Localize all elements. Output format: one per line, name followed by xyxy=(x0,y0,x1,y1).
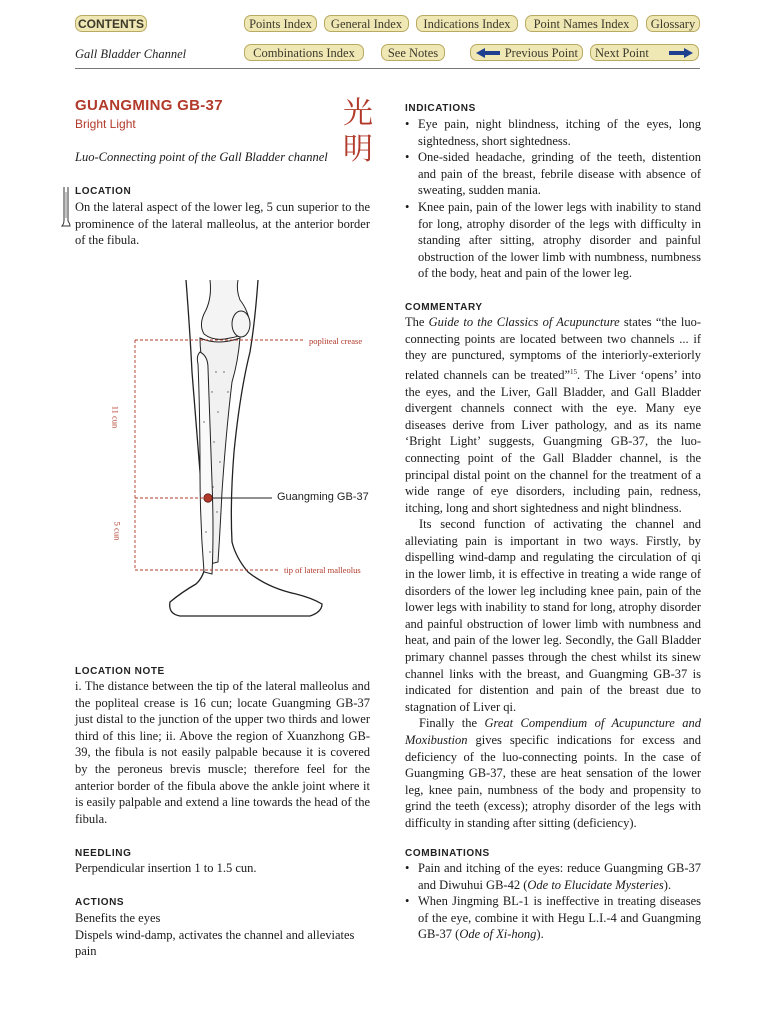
arrow-left-icon xyxy=(476,48,500,58)
indication-item: • One-sided headache, grinding of the teeth, distention and pain of the breast, febrile disease with absence of sweating, sudden mania. xyxy=(405,149,701,199)
glossary-button[interactable]: Glossary xyxy=(646,15,700,32)
points-index-button[interactable]: Points Index xyxy=(244,15,317,32)
general-index-button[interactable]: General Index xyxy=(324,15,409,32)
point-names-index-button[interactable]: Point Names Index xyxy=(525,15,638,32)
next-point-label: Next Point xyxy=(595,46,649,60)
indication-item: • Eye pain, night blindness, itching of the eyes, long sightedness, short sightedness. xyxy=(405,116,701,149)
commentary-heading: COMMENTARY xyxy=(405,302,483,313)
cun-5-label: 5 cun xyxy=(112,521,123,541)
action-item: Dispels wind-damp, activates the channel and alleviates pain xyxy=(75,927,355,959)
indications-index-button[interactable]: Indications Index xyxy=(416,15,518,32)
needling-text: Perpendicular insertion 1 to 1.5 cun. xyxy=(75,861,257,875)
leg-location-icon xyxy=(60,186,72,228)
action-item: Benefits the eyes xyxy=(75,911,161,925)
point-title: GUANGMING GB-37 xyxy=(75,97,223,114)
chinese-char-1: 光 xyxy=(343,96,373,131)
popliteal-crease-label: popliteal crease xyxy=(309,336,363,346)
location-note-heading: LOCATION NOTE xyxy=(75,666,165,677)
combinations-heading: COMBINATIONS xyxy=(405,848,490,859)
malleolus-label: tip of lateral malleolus xyxy=(284,565,361,575)
contents-button[interactable]: CONTENTS xyxy=(75,15,147,32)
arrow-right-icon xyxy=(669,48,693,58)
point-subtitle: Bright Light xyxy=(75,117,136,131)
see-notes-button[interactable]: See Notes xyxy=(381,44,445,61)
previous-point-label: Previous Point xyxy=(504,46,578,60)
indications-heading: INDICATIONS xyxy=(405,103,476,114)
indications-list xyxy=(405,116,701,282)
header-divider xyxy=(75,68,700,69)
combinations-list xyxy=(405,860,701,943)
combination-item: • Pain and itching of the eyes: reduce Guangming GB-37 and Diwuhui GB-42 (Ode to Elucidate Mysteries). xyxy=(405,860,701,893)
combination-item: • When Jingming BL-1 is ineffective in treating diseases of the eye, combine it with Hegu L.I.-4 and Guangming GB-37 (Ode of Xi-hong). xyxy=(405,893,701,943)
cun-11-label: 11 cun xyxy=(110,405,121,429)
commentary-paragraph: The Guide to the Classics of Acupuncture states “the luo-connecting points are located between two channels ... if they are punctured, symptoms of the interiorly-exteriorly related channels can be treated”$^{15}$. The Liver ‘opens’ into the eyes, and the Liver, Gall Bladder, and Gall Bladder divergent channels connect with the eye. Many eye diseases derive from Liver pathology, and as its name ‘Bright Light’ suggests, Guangming GB-37, the luo-connecting point of the Gall Bladder channel, is the principal distal point on the channel for the treatment of a wide range of eye disorders, including pain, redness, itching, long and short sightedness and night blindness. xyxy=(405,315,701,515)
actions-text xyxy=(75,910,370,960)
location-heading: LOCATION xyxy=(75,186,132,197)
point-category: Luo-Connecting point of the Gall Bladder channel xyxy=(75,150,328,164)
indication-item: • Knee pain, pain of the lower legs with inability to stand for long, atrophy disorder of the legs with difficulty in standing after sitting, atrophy disorder and painful obstruction of the lower limb with numbness, numbness of the body, heat and pain of the lower leg. xyxy=(405,199,701,282)
needling-heading: NEEDLING xyxy=(75,848,132,859)
next-point-button[interactable] xyxy=(590,44,699,61)
commentary-text xyxy=(405,314,701,832)
location-note-text: i. The distance between the tip of the lateral malleolus and the popliteal crease is 16 cun; locate Guangming GB-37 just distal to the junction of the upper two thirds and lower third of this line; ii. Above the region of Xuanzhong GB-39, the fibula is not easily palpable because it is covered by the peroneus brevis muscle; therefore feel for the anterior border of the fibula above the ankle joint where it is easily palpable and extend a line towards the head of the fibula. xyxy=(75,679,370,826)
previous-point-button[interactable] xyxy=(470,44,583,61)
location-text: On the lateral aspect of the lower leg, 5 cun superior to the prominence of the lateral malleolus, at the anterior border of the fibula. xyxy=(75,200,370,248)
channel-name: Gall Bladder Channel xyxy=(75,47,187,61)
actions-heading: ACTIONS xyxy=(75,897,125,908)
commentary-paragraph: Finally the Great Compendium of Acupuncture and Moxibustion gives specific indications for excess and deficiency of the luo-connecting points. In the case of Guangming GB-37, these are heat sensation of the lower leg, knee pain, numbness of the body and propensity to grind the teeth (excess); atrophy disorder of the legs with difficulty in standing after sitting (deficiency). xyxy=(405,716,701,830)
chinese-char-2: 明 xyxy=(343,132,373,167)
point-marker-label: Guangming GB-37 xyxy=(277,491,369,503)
chinese-name xyxy=(340,96,376,168)
combinations-index-button[interactable]: Combinations Index xyxy=(244,44,364,61)
commentary-paragraph: Its second function of activating the channel and alleviating pain is important in two ways. Firstly, by dispelling wind-damp and regulating the circulation of qi in the lower limb, it is effective in treating a wide range of disorders of the lower leg including knee pain, pain of the lower legs with inability to stand for long, atrophy disorder and painful obstruction of lower limb with numbness and heat, and pain of the lower leg. Secondly, the Gall Bladder primary channel passes through the chest whilst its sinew channel links with the breast, and Guangming GB-37 is indicated for distention and pain of the breast due to stagnation of Liver qi. xyxy=(405,517,701,714)
